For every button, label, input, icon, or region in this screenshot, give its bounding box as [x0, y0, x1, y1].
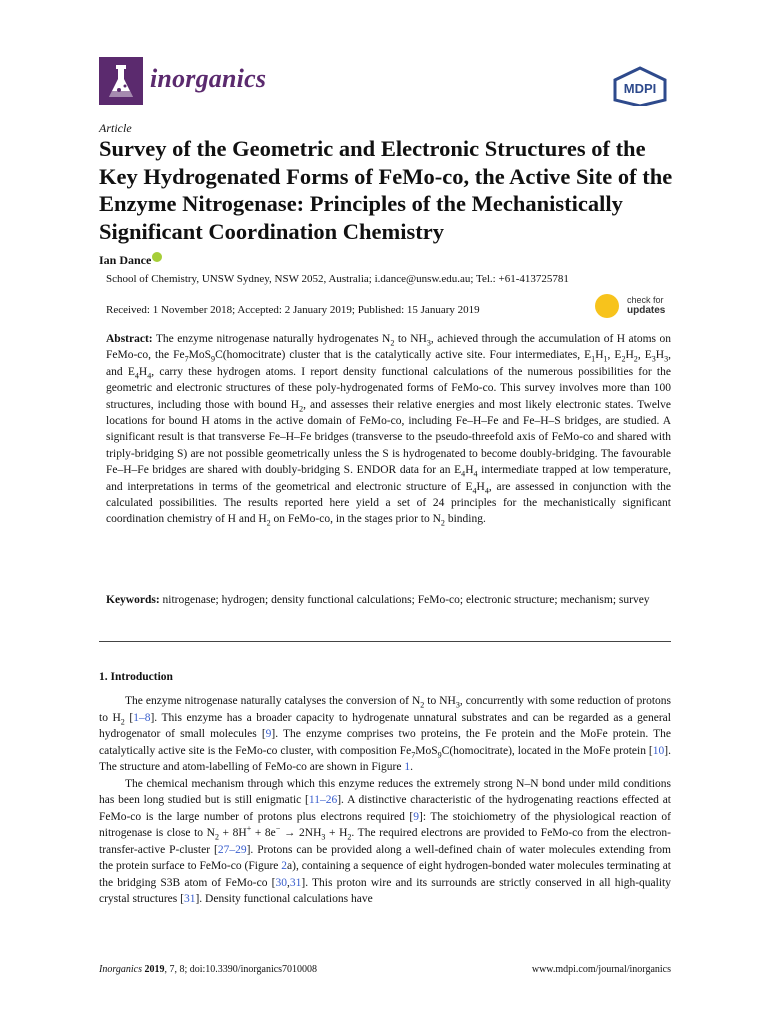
- publication-dates: Received: 1 November 2018; Accepted: 2 January 2019; Published: 15 January 2019: [106, 304, 480, 316]
- citation-link[interactable]: 27–29: [217, 843, 247, 856]
- introduction-body: [99, 693, 671, 908]
- footer-citation: [99, 964, 317, 975]
- citation-link[interactable]: 11–26: [308, 794, 338, 806]
- updates-badge-line2: updates: [627, 305, 666, 316]
- keywords-text: nitrogenase; hydrogen; density functional calculations; FeMo-co; electronic structure; mechanism; survey: [159, 594, 650, 606]
- updates-badge-line1: check for: [627, 295, 664, 305]
- citation-link[interactable]: 10: [652, 744, 665, 757]
- journal-logo-icon: [99, 57, 143, 105]
- section-heading-introduction: 1. Introduction: [99, 671, 173, 683]
- footer-url[interactable]: www.mdpi.com/journal/inorganics: [531, 964, 671, 975]
- mdpi-logo-text: MDPI: [623, 81, 657, 96]
- updates-badge-icon: [595, 294, 619, 318]
- citation-link[interactable]: 1–8: [133, 711, 151, 724]
- citation-link[interactable]: 31: [183, 893, 196, 905]
- citation-link[interactable]: 30: [275, 876, 287, 889]
- journal-name: inorganics: [150, 64, 267, 93]
- footer-journal: Inorganics: [99, 964, 142, 975]
- abstract-label: Abstract:: [106, 333, 153, 345]
- footer-year: 2019: [144, 964, 165, 975]
- orcid-icon[interactable]: [152, 252, 162, 262]
- abstract: Abstract: The enzyme nitrogenase naturally hydrogenates $N_2$ to $NH_3$, achieved through the accumulation of H atoms on FeMo-co, the $Fe_7MoS_9C(homocitrate)$ cluster that is the catalytically active site. Four intermediates, $E_1H_1$, $E_2H_2$, $E_3H_3$, and $E_4H_4$, carry these hydrogen atoms. I report density functional calculations of the numerous possibilities for the geometric and electronic structures of these poly-hydrogenated forms of FeMo-co. This survey involves more than 100 structures, including those with bound $H_2$, and assesses their relative energies and most likely electronic states. Twelve locations for bound H atoms in the active domain of FeMo-co, including Fe–H–Fe and Fe–H–S bridges, are studied. A significant result is that transverse Fe–H–Fe bridges (transverse to the pseudo-threefold axis of FeMo-co and shared with triply-bridging S) are not possible geometrically unless the S is hydrogenated to become doubly-bridging. The favourable Fe–H–Fe bridges are shared with doubly-bridging S. ENDOR data for an $E_4H_4$ intermediate trapped at low temperature, and interpretations in terms of the geometrical and electronic structure of $E_4H_4$, are assessed in conjunction with the calculated possibilities. The results reported here yield a set of 24 principles for the mechanistically significant coordination chemistry of H and $H_2$ on FeMo-co, in the stages prior to $N_2$ binding.: [106, 333, 671, 528]
- citation-link[interactable]: 9: [413, 810, 419, 823]
- author-name[interactable]: Ian Dance: [99, 253, 152, 267]
- introduction-paragraph-2: The chemical mechanism through which this enzyme reduces the extremely strong N–N bond under mild conditions has been long studied but is still enigmatic [11–26]. A distinctive characteristic of the hydrogenating reactions effected at FeMo-co is the large number of protons plus electrons required [9]: The stoichiometry of the physiological reaction of nitrogenase is close to $N_2 + 8H^+ + 8e^- \to 2NH_3 + H_2$. The required electrons are provided to FeMo-co from the electron-transfer-active P-cluster [27–29]. Protons can be provided along a well-defined chain of water molecules extending from the protein surface to FeMo-co (Figure 2a), containing a sequence of eight hydrogen-bonded water molecules terminating at the bridging S3B atom of FeMo-co [30,31]. This proton wire and its surrounds are strictly conserved in all high-quality crystal structures [31]. Density functional calculations have: [99, 777, 672, 905]
- figure-link[interactable]: 1: [404, 761, 411, 773]
- citation-link[interactable]: 9: [265, 728, 272, 740]
- author-row: [99, 252, 162, 268]
- mdpi-logo-icon: [610, 66, 670, 106]
- footer-doi[interactable]: , 7, 8; doi:10.3390/inorganics7010008: [164, 964, 318, 975]
- article-type: Article: [99, 121, 132, 135]
- article-title: Survey of the Geometric and Electronic Structures of the Key Hydrogenated Forms of FeMo-co, the Active Site of the Enzyme Nitrogenase: Principles of the Mechanistically Significant Coordination Chemistry: [99, 136, 673, 244]
- keywords-label: Keywords:: [106, 594, 160, 606]
- check-for-updates-badge[interactable]: [595, 294, 675, 318]
- section-divider: [99, 641, 671, 642]
- citation-link[interactable]: 31: [289, 876, 302, 889]
- introduction-paragraph-1: The enzyme nitrogenase naturally catalyses the conversion of $N_2$ to $NH_3$, concurrently with some reduction of protons to $H_2$ [1–8]. This enzyme has a broader capacity to hydrogenate unnatural substrates and can be regarded as a general hydrogenator of small molecules [9]. The enzyme comprises two proteins, the Fe protein and the MoFe protein. The catalytically active site is the FeMo-co cluster, with composition $Fe_7MoS_9C(homocitrate)$, located in the MoFe protein [10]. The structure and atom-labelling of FeMo-co are shown in Figure 1.: [99, 695, 672, 773]
- figure-link[interactable]: 2: [281, 860, 288, 872]
- keywords: [106, 592, 671, 608]
- affiliation: School of Chemistry, UNSW Sydney, NSW 2052, Australia; i.dance@unsw.edu.au; Tel.: +61-413725781: [106, 273, 569, 285]
